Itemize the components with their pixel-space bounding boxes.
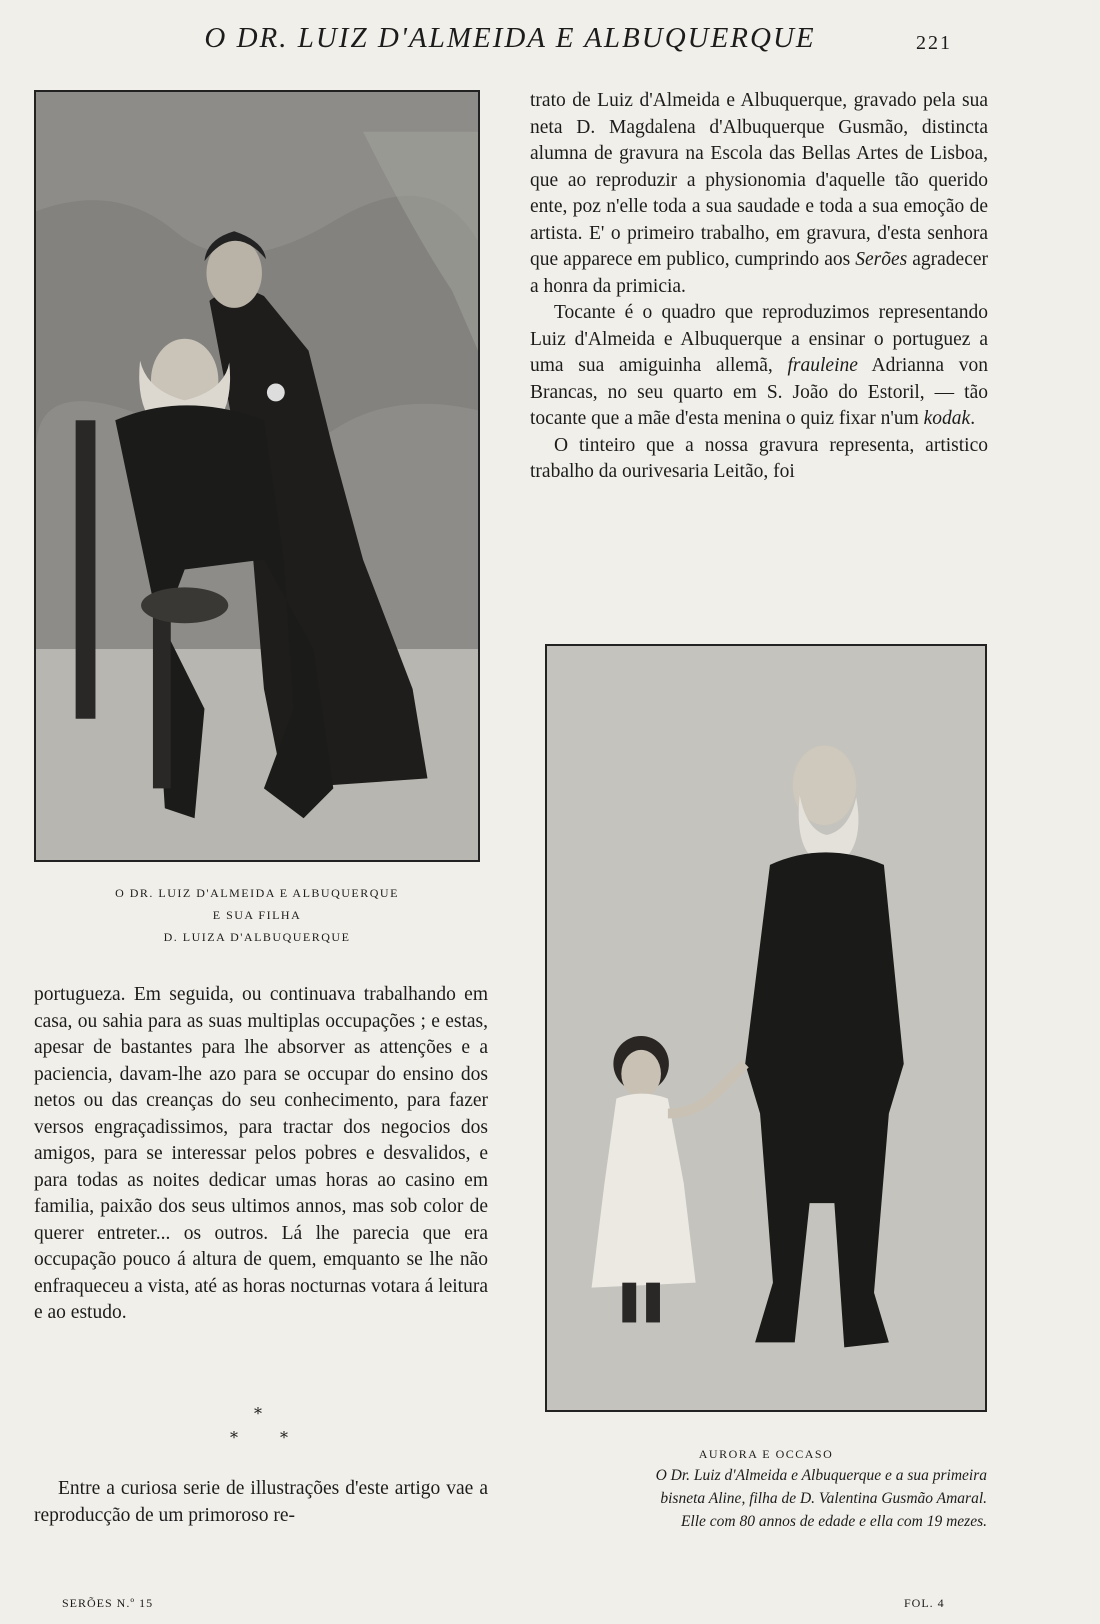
text-run: Adrianna von Brancas, no seu quarto em S. João do Estoril, — tão tocante que a mãe d'esta menina o quiz fixar n'um [530, 355, 988, 429]
paragraph: O tinteiro que a nossa gravura representa, artistico trabalho da ourivesaria Leitão, foi [530, 434, 988, 482]
text-run: agradecer a honra da primicia. [530, 249, 989, 297]
figure-1-caption [34, 882, 480, 948]
text-run: . [970, 408, 976, 429]
paragraph: portugueza. Em seguida, ou continuava trabalhando em casa, ou sahia para as suas multiplas occupações ; e estas, apesar de bastantes para lhe absorver as attenções e a paciencia, davam-lhe azo para se occupar do ensino dos netos ou das creanças do seu conhecimento, para fazer versos engraçadissimos, para tractar dos negocios dos amigos, para se interessar pelos pobres e desvalidos, e para todas as noites dedicar umas horas ao casino em familia, paixão dos seus ultimos annos, mas sob color de querer entreter... os outros. Lá lhe parecia que era occupação pouco á altura de quem, emquanto se lhe não enfraqueceu a vista, até as horas nocturnas votara á leitura e ao estudo. [34, 984, 488, 1323]
page-number: 221 [916, 32, 952, 54]
caption-line: O Dr. Luiz d'Almeida e Albuquerque e a sua primeira [655, 1467, 987, 1484]
footer-signature: SERÕES N.º 15 [62, 1596, 154, 1610]
photo-aurora-e-occaso [545, 644, 987, 1412]
photo-aurora-e-occaso-illustration [547, 646, 985, 1410]
figure-2-caption [545, 1444, 987, 1533]
caption-line: bisneta Aline, filha de D. Valentina Gusmão Amaral. [660, 1490, 987, 1507]
paragraph: Entre a curiosa serie de illustrações d'este artigo vae a reproducção de um primoroso re- [34, 1478, 488, 1526]
paragraph [530, 88, 988, 300]
footer-folio: FOL. 4 [904, 1596, 945, 1610]
asterisk: * [230, 1428, 238, 1447]
asterisk: * [254, 1404, 262, 1423]
italic-run: Serões [855, 249, 908, 270]
caption-line: O DR. LUIZ D'ALMEIDA E ALBUQUERQUE [115, 886, 399, 900]
photo-father-and-daughter-illustration [36, 92, 478, 860]
caption-title: AURORA E OCCASO [698, 1447, 834, 1461]
photo-father-and-daughter [34, 90, 480, 862]
right-column-text [530, 88, 988, 486]
caption-body [545, 1464, 987, 1533]
running-head: O DR. LUIZ D'ALMEIDA E ALBUQUERQUE [204, 22, 816, 54]
paragraph [530, 300, 988, 433]
italic-run: kodak [923, 408, 971, 429]
asterism-divider [200, 1404, 320, 1454]
left-column-closing-text [34, 1476, 488, 1529]
caption-line: E SUA FILHA [212, 908, 302, 922]
text-run: trato de Luiz d'Almeida e Albuquerque, gravado pela sua neta D. Magdalena d'Albuquerque Gusmão, distincta alumna de gravura na Escola das Bellas Artes de Lisboa, que ao reproduzir a physionomia d'aquelle tão querido ente, poz n'elle toda a sua saudade e toda a sua emoção de artista. E' o primeiro trabalho, em gravura, d'esta senhora que apparece em publico, cumprindo aos [530, 90, 988, 270]
left-column-text [34, 982, 488, 1327]
caption-line: D. LUIZA D'ALBUQUERQUE [163, 930, 351, 944]
italic-run: frauleine [787, 355, 858, 376]
asterisk: * [280, 1428, 288, 1447]
text-run: Tocante é o quadro que reproduzimos representando Luiz d'Almeida e Albuquerque a ensinar o portuguez a uma sua amiguinha allemã, [530, 302, 988, 376]
caption-line: Elle com 80 annos de edade e ella com 19 mezes. [680, 1513, 987, 1530]
